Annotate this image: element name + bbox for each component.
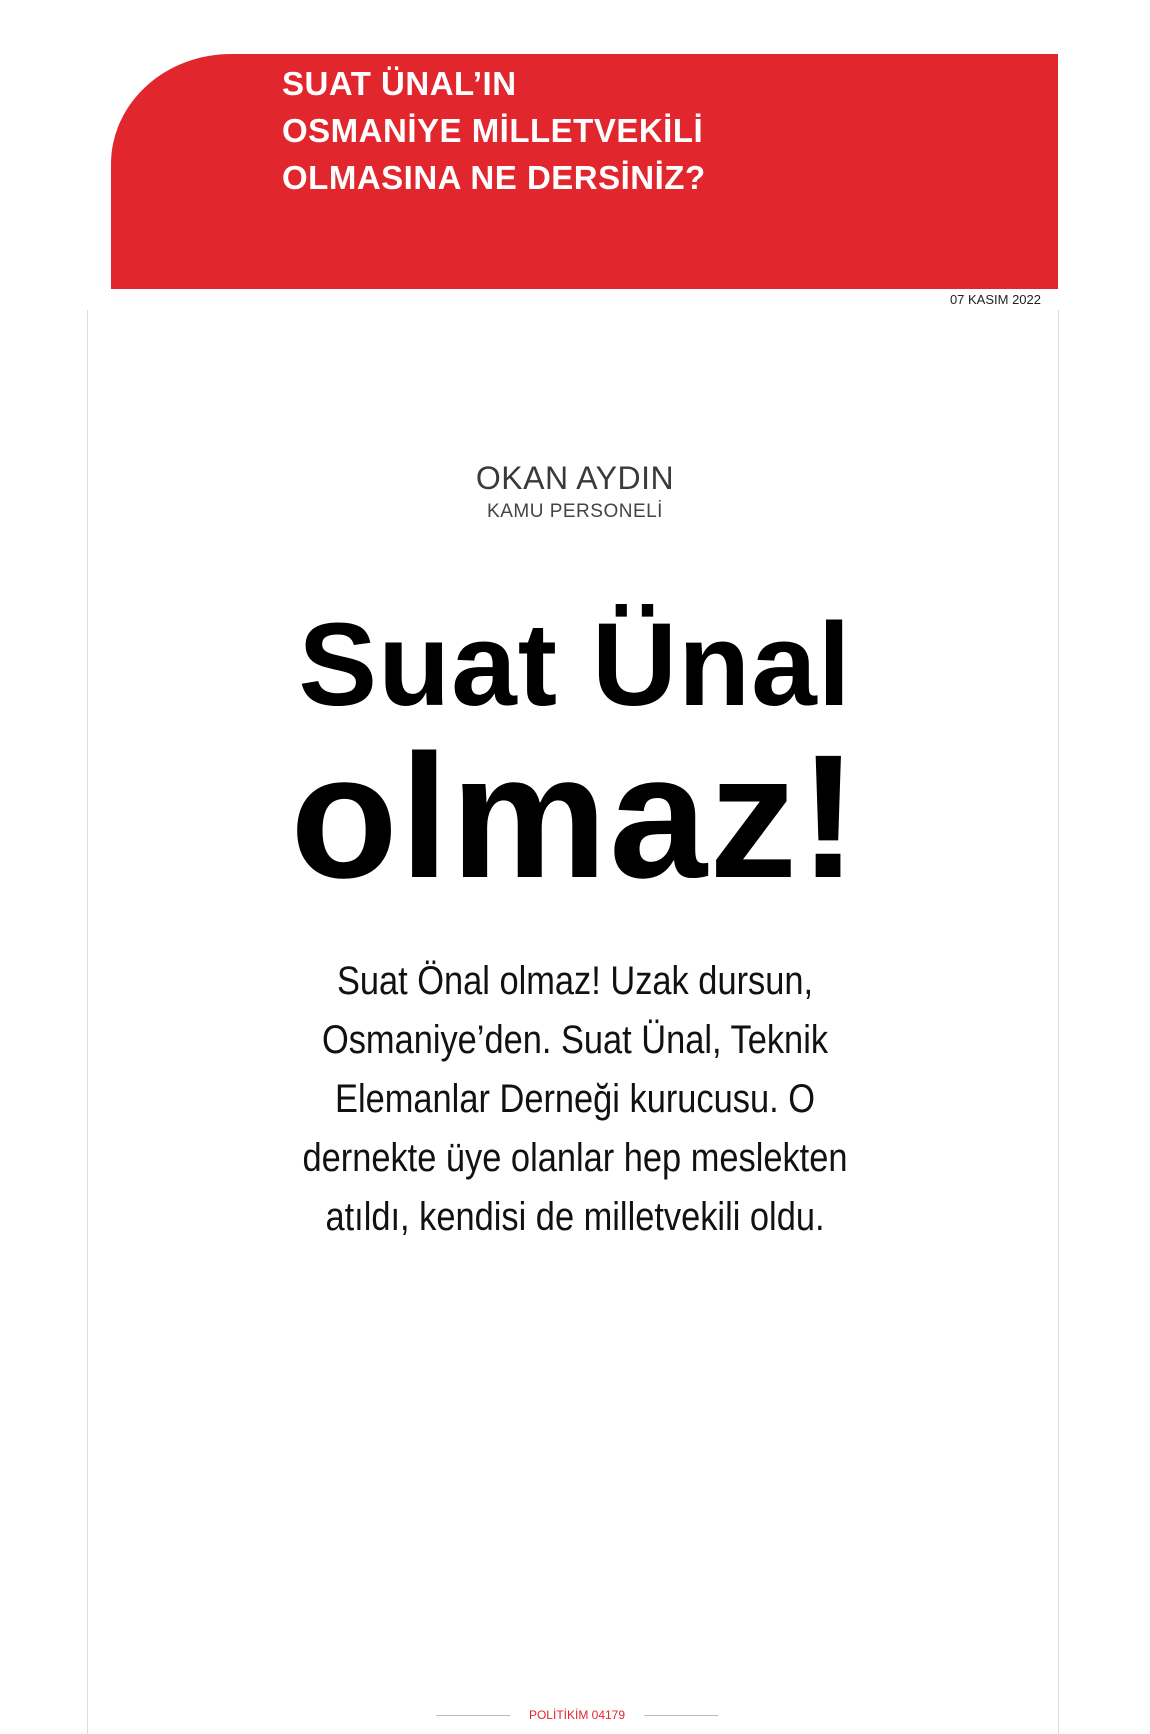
headline [0,598,1150,915]
footer-rule-right [644,1715,718,1716]
author-name: OKAN AYDIN [475,460,675,496]
header-title-line-2: OSMANİYE MİLLETVEKİLİ [282,112,704,149]
headline-line-1: Suat Ünal [298,599,852,731]
headline-line-2: olmaz! [290,719,860,915]
author-block [0,458,1150,524]
header-title [282,60,706,201]
footer-label: POLİTİKİM 04179 [528,1708,626,1722]
header-title-line-1: SUAT ÜNAL’IN [282,65,517,102]
header-title-line-3: OLMASINA NE DERSİNİZ? [282,159,706,196]
lead-paragraph: Suat Önal olmaz! Uzak dursun, Osmaniye’den. Suat Ünal, Teknik Elemanlar Derneği kurucusu. O dernekte üye olanlar hep meslekten atıldı, kendisi de milletvekili oldu. [302,959,848,1239]
publish-date: 07 KASIM 2022 [949,292,1041,307]
author-role: KAMU PERSONELİ [487,501,663,522]
footer-rule-left [436,1715,510,1716]
